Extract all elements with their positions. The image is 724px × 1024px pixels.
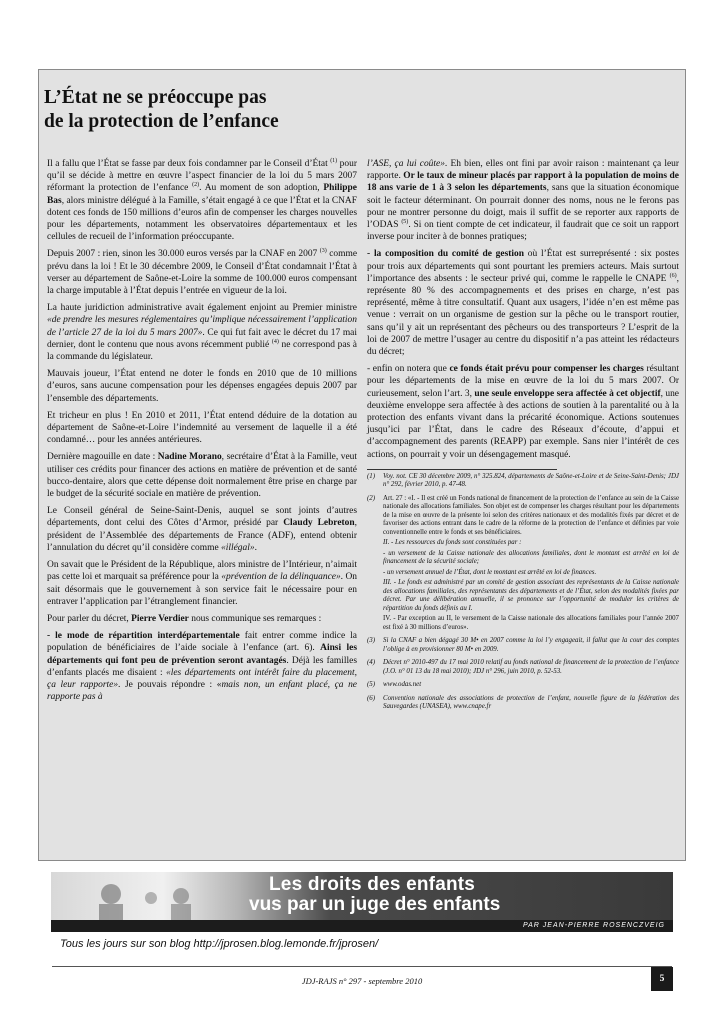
bold-text: Or le taux de mineur placés par rapport à la population de moins de 18 ans varie de 1 à 3 selon les départements [367, 171, 679, 194]
footnote-body [383, 695, 679, 714]
banner-figure-illustration [71, 876, 241, 920]
italic-text: mais non, un enfant placé, ça ne rapporte pas à [47, 679, 357, 703]
text-segment: Pour parler du décret, [47, 613, 132, 624]
bold-text: Ainsi les départements qui font peu de prévention seront avantagés [47, 643, 357, 666]
text-segment: Et tricheur en plus ! En 2010 et 2011, l’État entend déduire de la dotation au département de Saône-et-Loire l’indemnité au versement de laquelle il a été condamné… pour les années antérieures. [47, 410, 357, 446]
footnote-ref: (2) [192, 182, 200, 189]
footnote [367, 695, 679, 714]
footnotes-separator [367, 469, 557, 470]
banner-title-line-1: Les droits des enfants [269, 874, 476, 895]
text-segment: . Je pouvais répondre : « [118, 679, 222, 690]
title-line-1: L’État ne se préoccupe pas [44, 87, 267, 108]
footnote [367, 473, 679, 492]
footnote-ref: (4) [271, 338, 279, 345]
footnote-body [383, 659, 679, 678]
blog-link[interactable]: Tous les jours sur son blog http://jprosen.blog.lemonde.fr/jprosen/ [60, 938, 379, 950]
footnote-number: (1) [367, 472, 376, 480]
text-segment: . On sait désormais que le gouvernement à son service fait le nécessaire pour en entraver l’application par l’étranglement financier. [47, 572, 357, 607]
bold-text: une seule enveloppe sera affectée à cet objectif [474, 388, 661, 399]
banner-author: PAR JEAN-PIERRE ROSENCZVEIG [522, 922, 665, 929]
right-paragraph [367, 363, 679, 461]
text-segment: , une deuxième enveloppe sera affectée à des actions de soutien à la parentalité ou à la protection des enfants vivant dans la précarité économique. Actions soutenues jusqu’ici par l’État, dans le cadre des Réseaux d’écoute, d’appui et d’accompagnement des parents (REAPP) par exemple. Sans nier l’intérêt de ces actions, on pourrait y voir un désengagement masqué. [367, 388, 679, 460]
text-segment: Depuis 2007 : rien, sinon les 30.000 euros versés par la CNAF en 2007 [47, 249, 320, 260]
footnotes [367, 473, 679, 714]
text-segment: où l’État est surreprésenté : six postes pour trois aux départements qui sont pourtant les premiers acteurs. Mais surtout l’importance des absents : le secteur privé qui, comme le rappelle le CNAPE [367, 249, 679, 284]
text-segment: Il a fallu que l’État se fasse par deux fois condamner par le Conseil d’État [47, 159, 331, 169]
text-segment: , alors ministre délégué à la Famille, s’était engagé à ce que l’État et la CNAF dotent ces fonds de 150 millions d’euros afin de compenser les charges nouvelles pour les départements, notamment les observatoires départementaux et les cellules de recueil de l’information préoccupante. [47, 195, 357, 243]
footnote [367, 637, 679, 656]
text-segment: Mauvais joueur, l’État entend ne doter le fonds en 2010 que de 10 millions d’euros, sans aucune compensation pour les dépenses engagées depuis 2007 par l’ensemble des départements. [47, 369, 357, 404]
footnote-number: (2) [367, 494, 376, 502]
text-segment: nous communique ses remarques : [188, 613, 322, 624]
footnote-number: (6) [367, 694, 376, 702]
page-number: 5 [651, 967, 673, 991]
text-segment: . Ce qui fut fait avec le décret du 17 mai dernier, dont le contenu que nous avons récemment publié [47, 327, 357, 350]
text-segment: . Au moment de son adoption, [199, 183, 324, 194]
blog-banner[interactable] [51, 872, 673, 932]
title-line-2: de la protection de l’enfance [44, 111, 279, 132]
right-column [367, 158, 679, 717]
italic-text: l’ASE, ça lui coûte» [367, 159, 445, 169]
text-segment: Dernière magouille en date : [47, 452, 158, 463]
right-paragraph [367, 158, 679, 243]
bold-text: - le mode de répartition interdépartementale [47, 631, 240, 642]
footnote-text: - un versement de la Caisse nationale des allocations familiales, dont le montant est arrêté en loi de financement de la sécurité sociale; [383, 549, 679, 566]
bold-text: Philippe Bas [47, 183, 357, 206]
footnote [367, 659, 679, 678]
text-segment: . Eh bien, elles ont fini par avoir raison : maintenant ça leur rapporte. [367, 159, 679, 182]
footer-rule [52, 966, 672, 967]
footnote-text: Décret n° 2010-497 du 17 mai 2010 relatif au fonds national de financement de la protection de l’enfance (J.O. n° 01 13 du 18 mai 2010); JDJ n° 296, juin 2010, p. 52-53. [383, 659, 679, 675]
left-paragraph [47, 630, 357, 703]
italic-text: «illégal» [221, 542, 255, 553]
text-segment: pour qu’il se décide à mettre en œuvre l’aspect financier de la loi du 5 mars 2007 réformant la protection de l’enfance [47, 159, 357, 194]
text-segment: , secrétaire d’État à la Famille, veut utiliser ces crédits pour financer des actions en matière de prévention et de santé bucco-dentaire, alors que cette dépense doit normalement être prise en charge par le budget de la sécurité sociale en matière de prévention. [47, 452, 357, 500]
banner-title-line-2: vus par un juge des enfants [249, 894, 501, 915]
footnote [367, 681, 679, 692]
footnote-text: www.odas.net [383, 681, 422, 689]
footnote-ref: (5) [401, 218, 409, 225]
bold-text: Nadine Morano [157, 452, 222, 463]
footnote-text: - un versement annuel de l’État, dont le montant est arrêté en loi de finances. [383, 568, 597, 576]
text-segment: . [254, 542, 257, 553]
text-segment: - enfin on notera que [367, 364, 450, 375]
footnote-ref: (6) [669, 272, 677, 279]
footnote-body [383, 473, 679, 492]
bold-text: Pierre Verdier [131, 613, 189, 624]
footnote-number: (4) [367, 659, 376, 667]
text-segment: , sans que la situation économique soit le facteur déterminant. On pourrait donner des noms, nous ne le ferons pas pour ne montrer personne du doigt, mais il suffit de se reporter aux rapports de l’ODAS [367, 183, 679, 231]
bold-text: Claudy Lebreton [283, 518, 355, 529]
right-paragraph [367, 248, 679, 358]
left-paragraph [47, 505, 357, 554]
text-segment: Le Conseil général de Seine-Saint-Denis, auquel se sont joints d’autres départements, dont celui des Côtes d’Armor, présidé par [47, 506, 357, 529]
footnote-number: (3) [367, 637, 376, 645]
footnote-ref: (1) [330, 157, 338, 164]
text-segment: On savait que le Président de la République, alors ministre de l’Intérieur, n’aimait pas cette loi et marquait sa préférence pour la [47, 560, 357, 583]
text-segment: La haute juridiction administrative avait également enjoint au Premier ministre [47, 303, 357, 314]
text-segment: . Si on tient compte de cet indicateur, il faudrait que ce soit un rapport inverse pour inciter à de bonnes pratiques; [367, 220, 679, 243]
left-paragraph [47, 368, 357, 405]
footnote-number: (5) [367, 681, 376, 689]
footnote-text: Si la CNAF a bien dégagé 30 M• en 2007 comme la loi l’y engageait, il fallut que la cour des comptes l’oblige à en provisionner 80 M• en 2009. [383, 637, 679, 653]
left-paragraph [47, 248, 357, 297]
bold-text: ce fonds était prévu pour compenser les charges [449, 364, 644, 375]
text-segment: , représente 80 % des accompagnements et des prises en charge, n’est pas représenté, même à titre consultatif. Quant aux usagers, l’idée n’en est même pas venue : verrait on un organisme de gestion sur la pêche ou le transport routier, sans qu’il y ait un représentant des pêcheurs ou des transporteurs ? L’esprit de la loi de 2007 de mettre l’usager au centre du dispositif n’a pas atteint les rédacteurs du décret; [367, 273, 679, 358]
text-segment: . Déjà les familles d’enfants placés me disaient : [47, 655, 358, 678]
right-column-body [367, 158, 679, 461]
italic-text: «de prendre les mesures réglementaires qu’implique nécessairement l’application de l’article 27 de la loi du 5 mars 2007» [47, 315, 357, 338]
bold-text: - la composition du comité de gestion [367, 249, 524, 260]
footnote-text: III. - Le fonds est administré par un comité de gestion associant des représentants de la Caisse nationale des allocations familiales, des représentants des départements et de l’État, selon des modalités fixées par décret. Par une délibération annuelle, il se prononce sur l’opportunité de moduler les critères de répartition du fonds définis au I. [383, 579, 679, 612]
left-paragraph [47, 158, 357, 243]
footnote-body [383, 637, 679, 656]
footnote-text: II. - Les ressources du fonds sont constituées par : [383, 539, 522, 547]
text-segment: fait entrer comme indice la population de bénéficiaires de l’aide sociale à l’enfance (art. 6). [47, 631, 357, 654]
journal-footer: JDJ-RAJS n° 297 - septembre 2010 [301, 976, 423, 986]
footnote-body [383, 681, 421, 692]
left-paragraph [47, 613, 357, 625]
left-paragraph [47, 559, 357, 608]
italic-text: «prévention de la délinquance» [221, 572, 341, 583]
footnote-ref: (3) [319, 248, 327, 255]
text-segment: résultant pour les départements de la mise en œuvre de la loi du 5 mars 2007. Or curieusement, selon l’art. 3, [367, 364, 679, 399]
footnote-text: Art. 27 : «I. - Il est créé un Fonds national de financement de la protection de l’enfance au sein de la Caisse nationale des allocations familiales. Son objet est de compenser les charges résultant pour les départements de la mise en œuvre de la présente loi selon des critères nationaux et des modalités fixés par décret et de favoriser des actions entrant dans le cadre de la réforme de la protection de l’enfance et définies par voie conventionnelle entre le fonds et ses bénéficiaires. [383, 494, 679, 536]
italic-text: «les départements ont intérêt faire du placement, ça leur rapporte» [47, 667, 358, 690]
left-paragraph [47, 410, 357, 447]
footnote-text: IV. - Par exception au II, le versement de la Caisse nationale des allocations familiales pour l’année 2007 est fixé à 30 millions d’euros». [383, 615, 679, 631]
article-title [44, 86, 644, 134]
text-segment: ne correspond pas à la commande du législateur. [47, 339, 357, 363]
left-paragraph [47, 302, 357, 363]
text-segment: comme prévu dans la loi ! Et le 30 décembre 2009, le Conseil d’État condamnait l’État à verser au département de Saône-et-Loire la somme de 100.000 euros compensant la charge imputable à l’État depuis l’entrée en vigueur de la loi. [47, 249, 358, 297]
left-paragraph [47, 451, 357, 500]
footnote [367, 495, 679, 635]
footnote-text: Convention nationale des associations de protection de l’enfant, nouvelle figure de la fédération des Sauvegardes (UNASEA), www.cnape.fr [383, 694, 679, 711]
left-column [47, 158, 357, 708]
text-segment: , président de l’Assemblée des départements de France (ADF), entend obtenir l’annulation du décret qu’il considère comme [47, 518, 357, 553]
footnote-body [383, 495, 679, 635]
footnote-text: Voy. not. CE 30 décembre 2009, n° 325.824, départements de Saône-et-Loire et de Seine-Saint-Denis; JDJ n° 292, février 2010, p. 47-48. [383, 472, 679, 489]
